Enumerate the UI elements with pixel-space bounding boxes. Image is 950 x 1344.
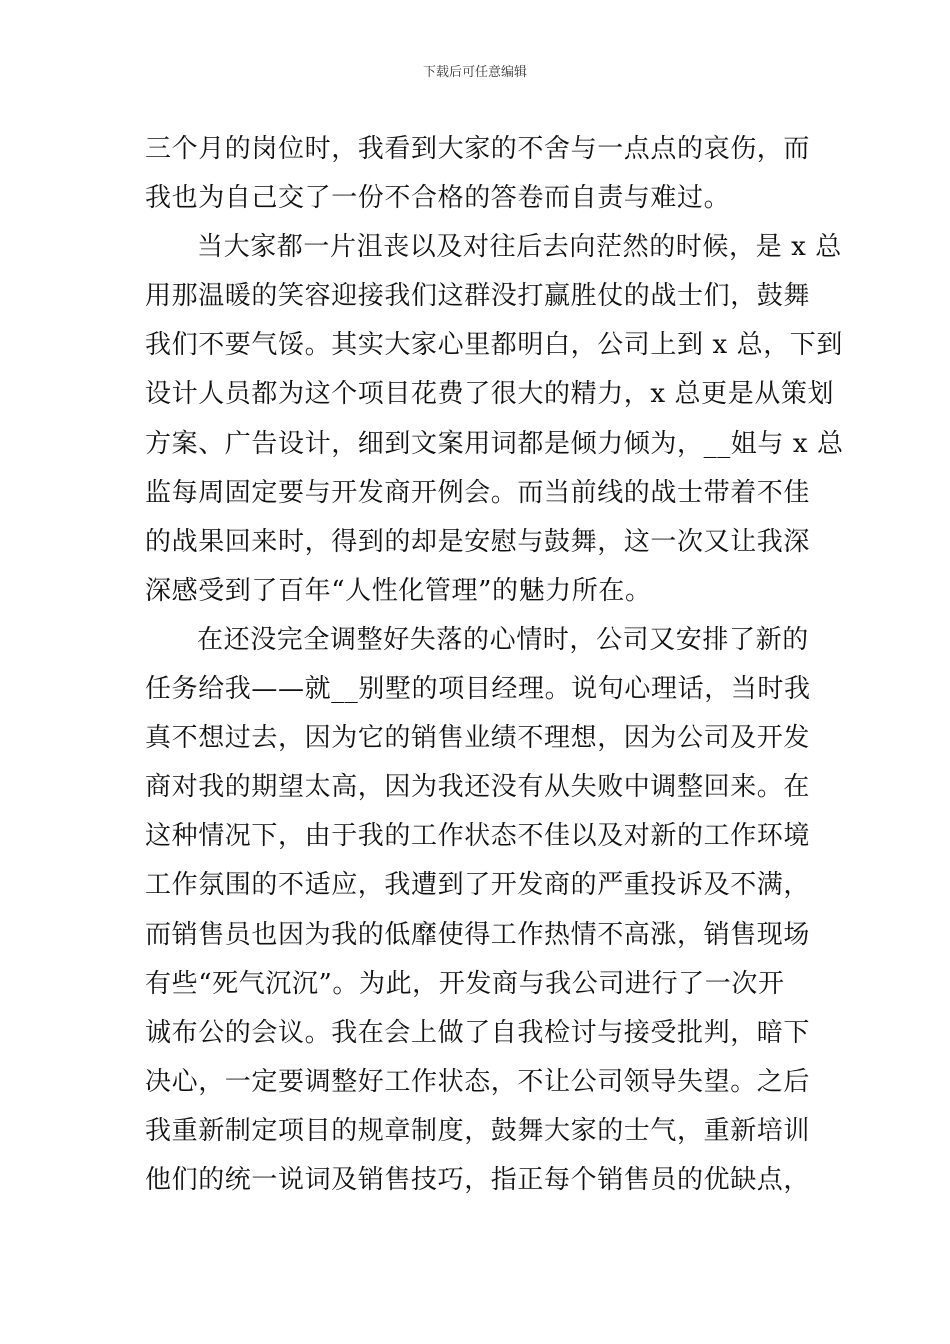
text-line: 我重新制定项目的规章制度，鼓舞大家的士气，重新培训 xyxy=(145,1115,811,1146)
text-line: 我也为自己交了一份不合格的答卷而自责与难过。 xyxy=(145,183,731,214)
paragraph-start-line: 当大家都一片沮丧以及对往后去向茫然的时候，是 x 总 xyxy=(197,232,842,263)
text-line: 用那温暖的笑容迎接我们这群没打赢胜仗的战士们，鼓舞 xyxy=(145,281,811,312)
text-line: 真不想过去，因为它的销售业绩不理想，因为公司及开发 xyxy=(145,723,811,754)
text-line: 任务给我——就__别墅的项目经理。说句心理话，当时我 xyxy=(145,674,811,705)
text-line: 而销售员也因为我的低靡使得工作热情不高涨，销售现场 xyxy=(145,919,811,950)
text-line: 方案、广告设计，细到文案用词都是倾力倾为，__姐与 x 总 xyxy=(145,428,844,459)
text-line: 有些“死气沉沉”。为此，开发商与我公司进行了一次开 xyxy=(145,968,785,999)
text-line: 他们的统一说词及销售技巧，指正每个销售员的优缺点， xyxy=(145,1164,811,1195)
text-line: 深感受到了百年“人性化管理”的魅力所在。 xyxy=(145,575,652,606)
paragraph-start-line: 在还没完全调整好失落的心情时，公司又安排了新的 xyxy=(197,624,809,655)
text-line: 决心，一定要调整好工作状态，不让公司领导失望。之后 xyxy=(145,1066,811,1097)
document-body xyxy=(145,125,844,1205)
text-line: 我们不要气馁。其实大家心里都明白，公司上到 x 总，下到 xyxy=(145,330,843,361)
page-header: 下载后可任意编辑 xyxy=(422,65,527,80)
text-line: 监每周固定要与开发商开例会。而当前线的战士带着不佳 xyxy=(145,477,811,508)
text-line: 诚布公的会议。我在会上做了自我检讨与接受批判，暗下 xyxy=(145,1017,811,1048)
text-line: 工作氛围的不适应，我遭到了开发商的严重投诉及不满， xyxy=(145,870,811,901)
text-line: 的战果回来时，得到的却是安慰与鼓舞，这一次又让我深 xyxy=(145,526,811,557)
text-line: 设计人员都为这个项目花费了很大的精力，x 总更是从策划 xyxy=(145,379,835,410)
text-line: 三个月的岗位时，我看到大家的不舍与一点点的哀伤，而 xyxy=(145,134,811,164)
text-line: 这种情况下，由于我的工作状态不佳以及对新的工作环境 xyxy=(145,821,811,852)
text-line: 商对我的期望太高，因为我还没有从失败中调整回来。在 xyxy=(145,772,811,803)
